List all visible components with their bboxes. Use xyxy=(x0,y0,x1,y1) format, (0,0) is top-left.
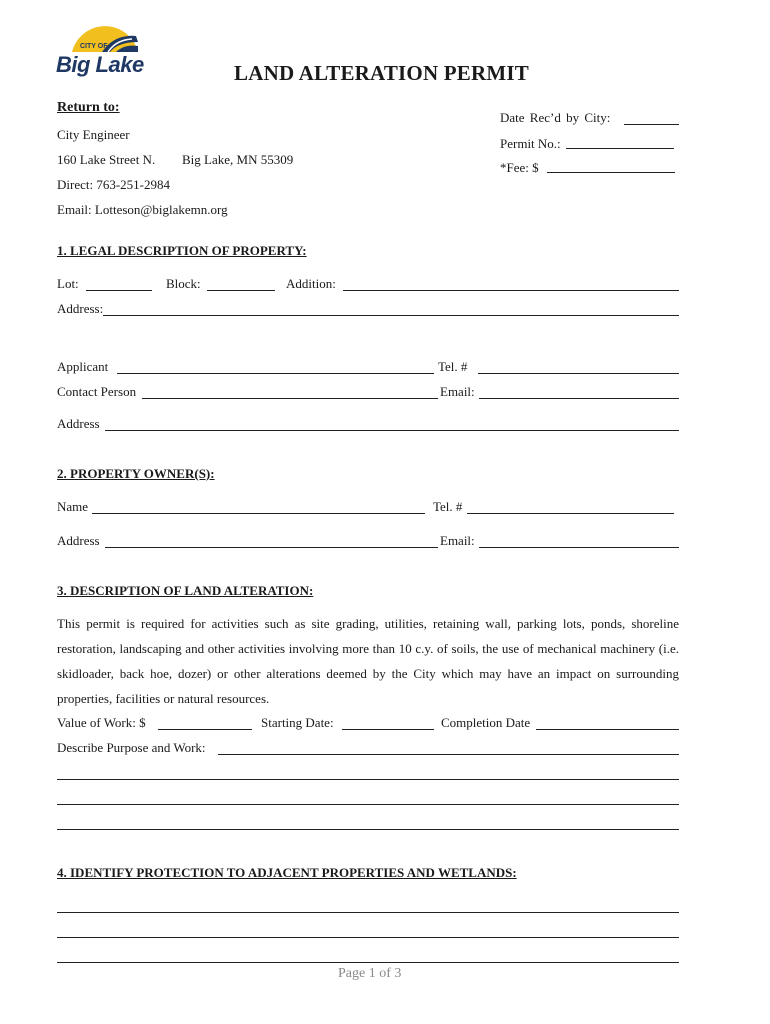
property-address-field[interactable] xyxy=(103,315,679,316)
section2-heading: 2. PROPERTY OWNER(S): xyxy=(57,466,215,481)
permit-number-label: Permit No.: xyxy=(500,136,561,151)
describe-line-3[interactable] xyxy=(57,829,679,830)
return-to-city: Big Lake, MN 55309 xyxy=(182,152,294,167)
protection-line-2[interactable] xyxy=(57,937,679,938)
starting-date-label: Starting Date: xyxy=(261,715,334,730)
applicant-tel-field[interactable] xyxy=(478,373,679,374)
describe-line-1[interactable] xyxy=(57,779,679,780)
return-to-direct: Direct: 763-251-2984 xyxy=(57,177,171,192)
completion-date-field[interactable] xyxy=(536,729,679,730)
owner-email-label: Email: xyxy=(440,533,475,548)
logo-small-text: CITY OF xyxy=(80,43,108,50)
contact-email-field[interactable] xyxy=(479,398,679,399)
applicant-address-field[interactable] xyxy=(105,430,679,431)
owner-address-label: Address xyxy=(57,533,100,548)
value-of-work-field[interactable] xyxy=(158,729,252,730)
applicant-field[interactable] xyxy=(117,373,434,374)
return-to-email: Email: Lotteson@biglakemn.org xyxy=(57,202,228,217)
owner-tel-field[interactable] xyxy=(467,513,674,514)
addition-field[interactable] xyxy=(343,290,679,291)
property-address-label: Address: xyxy=(57,301,104,316)
city-logo xyxy=(52,6,156,78)
starting-date-field[interactable] xyxy=(342,729,434,730)
owner-name-label: Name xyxy=(57,499,89,514)
page-number: Page 1 of 3 xyxy=(334,966,405,982)
permit-number-field[interactable] xyxy=(566,148,674,149)
date-received-field[interactable] xyxy=(624,124,679,125)
addition-label: Addition: xyxy=(286,276,336,291)
contact-email-label: Email: xyxy=(440,384,475,399)
section4-heading: 4. IDENTIFY PROTECTION TO ADJACENT PROPERTIES AND WETLANDS: xyxy=(57,865,517,880)
applicant-address-label: Address xyxy=(57,416,100,431)
protection-line-3[interactable] xyxy=(57,962,679,963)
contact-person-field[interactable] xyxy=(142,398,438,399)
page-title: LAND ALTERATION PERMIT xyxy=(234,61,529,85)
return-to-heading: Return to: xyxy=(57,100,120,115)
block-field[interactable] xyxy=(207,290,275,291)
applicant-label: Applicant xyxy=(57,359,109,374)
block-label: Block: xyxy=(166,276,201,291)
protection-line-1[interactable] xyxy=(57,912,679,913)
owner-address-field[interactable] xyxy=(105,547,438,548)
fee-field[interactable] xyxy=(547,172,675,173)
return-to-street: 160 Lake Street N. xyxy=(57,152,156,167)
owner-tel-label: Tel. # xyxy=(433,499,463,514)
value-of-work-label: Value of Work: $ xyxy=(57,715,146,730)
describe-line-2[interactable] xyxy=(57,804,679,805)
return-to-recipient: City Engineer xyxy=(57,127,130,142)
logo-city-name: Big Lake xyxy=(56,52,144,77)
owner-email-field[interactable] xyxy=(479,547,679,548)
completion-date-label: Completion Date xyxy=(441,715,531,730)
lot-label: Lot: xyxy=(57,276,79,291)
contact-person-label: Contact Person xyxy=(57,384,137,399)
fee-label: *Fee: $ xyxy=(500,160,539,175)
describe-purpose-field[interactable] xyxy=(218,754,679,755)
describe-purpose-label: Describe Purpose and Work: xyxy=(57,740,206,755)
section1-heading: 1. LEGAL DESCRIPTION OF PROPERTY: xyxy=(57,243,307,258)
owner-name-field[interactable] xyxy=(92,513,425,514)
lot-field[interactable] xyxy=(86,290,152,291)
date-received-label: Date Rec’d by City: xyxy=(500,110,611,125)
applicant-tel-label: Tel. # xyxy=(438,359,468,374)
section3-description: This permit is required for activities such as site grading, utilities, retaining wall, parking lots, ponds, shoreline restoration, landscaping and other activities involving more than 10 c.y. of soils, the use of mechanical machinery (i.e. skidloader, back hoe, dozer) or other alterations deemed by the City which may have an impact on surrounding properties, facilities or natural resources. xyxy=(57,616,679,706)
section3-heading: 3. DESCRIPTION OF LAND ALTERATION: xyxy=(57,583,314,598)
